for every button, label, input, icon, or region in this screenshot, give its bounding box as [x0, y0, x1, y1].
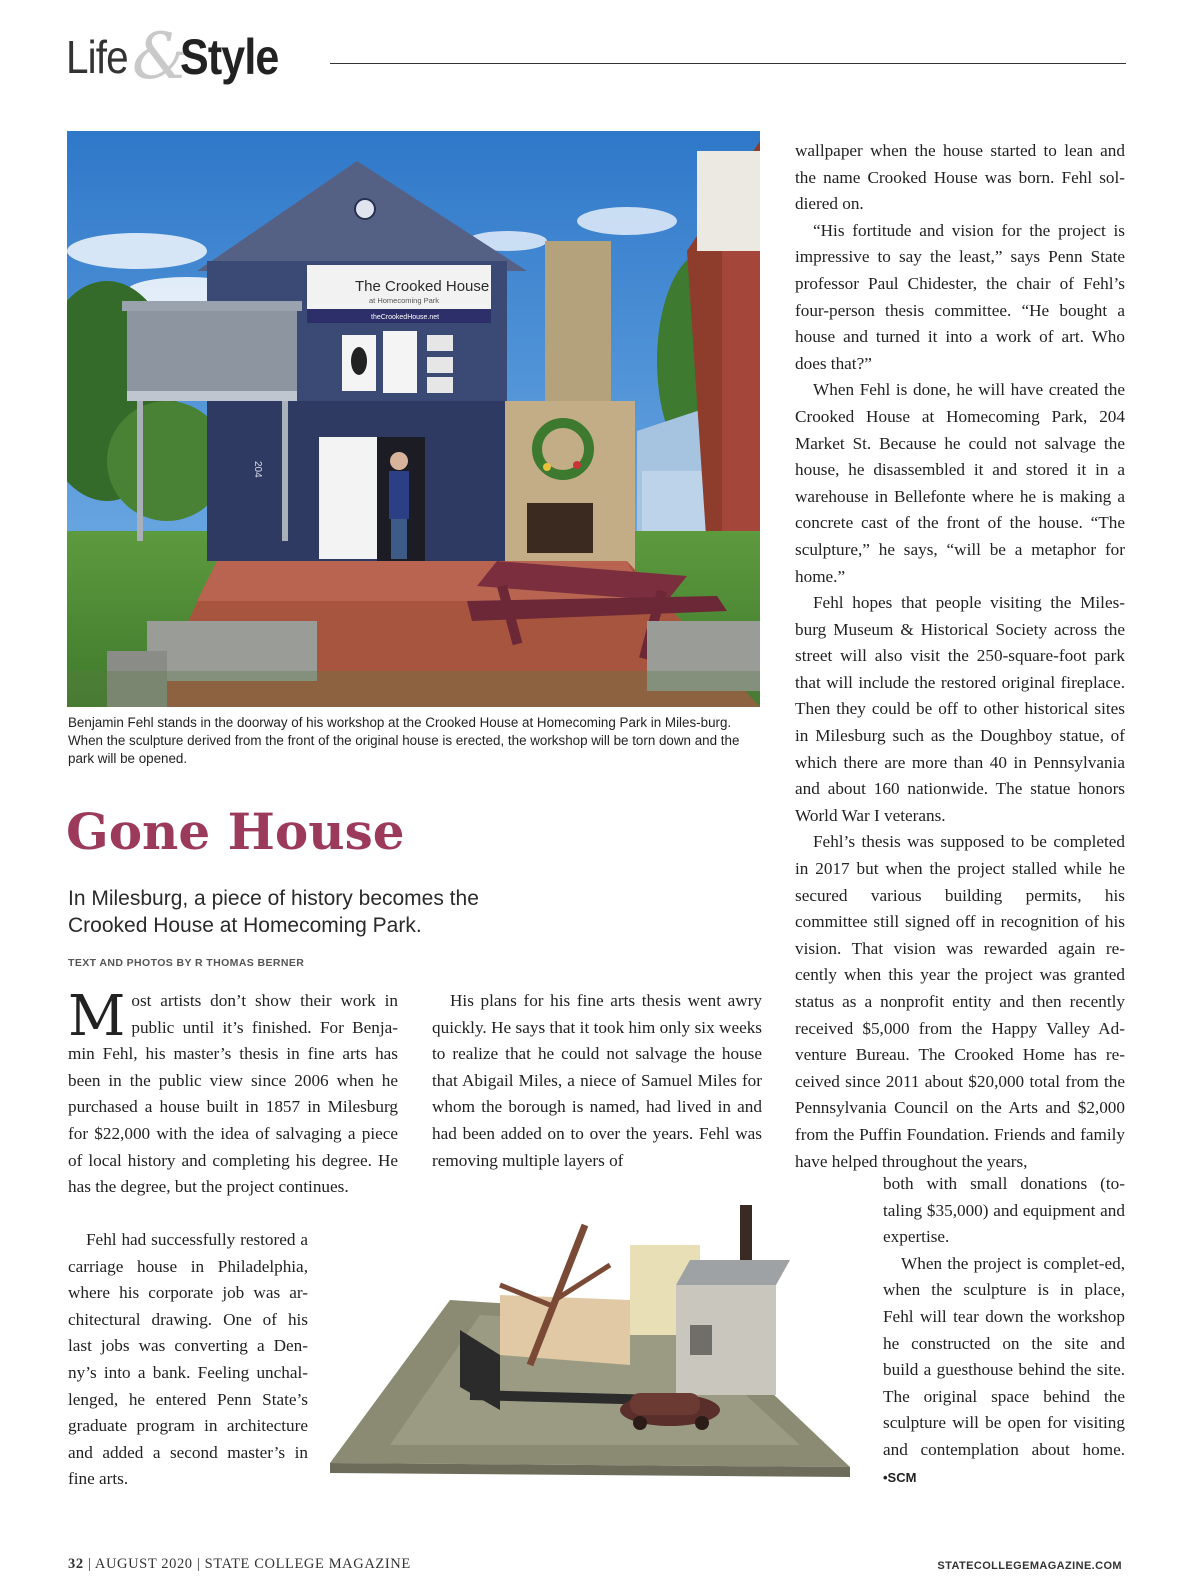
drop-cap: M	[68, 984, 126, 1049]
paragraph-text: ost artists don’t show their work in public until it’s finished. For Benja-min Fehl, his master’s thesis in fine arts has been in the public view since 2006 when he purchased a house built in 1857 in Milesburg for $22,000 with the idea of salvaging a piece of local history and completing his degree. He has the degree, but the project continues.	[68, 991, 398, 1197]
article-headline: Gone House	[66, 802, 405, 861]
magazine-name: STATE COLLEGE MAGAZINE	[204, 1556, 411, 1572]
page-number: 32	[68, 1556, 84, 1572]
logo-life: Life	[66, 31, 128, 83]
body-column-3	[795, 138, 1125, 1175]
photo-caption: Benjamin Fehl stands in the doorway of his workshop at the Crooked House at Homecoming Park in Miles-burg. When the sculpture derived from the front of the original house is erected, the workshop will be torn down and the park will be opened.	[68, 715, 740, 766]
paragraph: When Fehl is done, he will have created the Crooked House at Homecoming Park, 204 Market St. Because he could not salvage the house, he disassembled it and stored it in a warehouse in Bellefonte where he is making a concrete cast of the front of the house. “The sculpture,” he says, “will be a metaphor for home.”	[795, 380, 1125, 586]
paragraph: “His fortitude and vision for the project is impressive to say the least,” says Penn State professor Paul Chidester, the chair of Fehl’s four-person thesis committee. “He bought a house and turned it into a work of art. Who does that?”	[795, 220, 1125, 373]
article-byline: TEXT AND PHOTOS BY R THOMAS BERNER	[68, 957, 305, 969]
paragraph-text: When the project is complet-ed, when the sculpture is in place, Fehl will tear down the workshop he constructed on the site and build a guesthouse behind the site. The original space behind the sculpture will be open for visiting and contemplation about home.	[883, 1253, 1125, 1459]
paragraph: wallpaper when the house started to lean and the name Crooked House was born. Fehl sol-diered on.	[795, 141, 1125, 214]
end-mark: •SCM	[883, 1469, 917, 1485]
body-column-1	[68, 984, 398, 1201]
sign-subtitle: at Homecoming Park	[369, 296, 440, 305]
folio-separator: |	[196, 1556, 201, 1572]
sculpture-model-photo	[330, 1205, 860, 1505]
paragraph: Fehl had successfully restored a carriage house in Philadelphia, where his corporate job was ar-chitectural drawing. One of his last jobs was converting a Den-ny’s into a bank. Feeling unchal-lenged, he entered Penn State’s graduate program in architecture and added a second master’s in fine arts.	[68, 1230, 308, 1489]
sign-title: The Crooked House	[355, 278, 490, 295]
paragraph: Fehl’s thesis was supposed to be completed in 2017 but when the project stalled while he secured various building permits, his committee still signed off in recognition of his vision. That vision was rewarded again re-cently when this year the project was granted status as a nonprofit entity and then recently received $5,000 from the Happy Valley Ad-venture Bureau. The Crooked Home has re-ceived since 2011 about $20,000 total from the Pennsylvania Council on the Arts and $2,000 from the Puffin Foundation. Friends and family have helped throughout the years,	[795, 832, 1125, 1171]
sign-url: theCrookedHouse.net	[371, 314, 440, 321]
issue-date: AUGUST 2020	[94, 1556, 193, 1572]
section-logo	[66, 14, 306, 94]
folio-separator: |	[87, 1556, 92, 1572]
paragraph: Fehl hopes that people visiting the Miles-burg Museum & Historical Society across the street will also visit the 250-square-foot park that will include the restored original fireplace. Then they could be off to other historical sites in Milesburg such as the Doughboy statue, of which there are more than 40 in Pennsylvania and about 160 nationwide. The statue honors World War I veterans.	[795, 593, 1125, 825]
crooked-house-photo	[67, 131, 760, 707]
website-link[interactable]: STATECOLLEGEMAGAZINE.COM	[937, 1560, 1122, 1572]
logo-style: Style	[180, 29, 279, 85]
article-dek: In Milesburg, a piece of history becomes the Crooked House at Homecoming Park.	[68, 887, 479, 937]
paragraph: His plans for his fine arts thesis went awry quickly. He says that it took him only six weeks to realize that he could not salvage the house that Abigail Miles, a niece of Samuel Miles for whom the borough is named, had lived in and had been added on to over the years. Fehl was removing multiple layers of	[432, 991, 762, 1170]
house-number: 204	[252, 461, 263, 478]
logo-ampersand: &	[132, 20, 189, 94]
paragraph: both with small donations (to-taling $35,000) and equipment and expertise.	[883, 1174, 1125, 1247]
header-rule	[330, 63, 1126, 64]
page-folio	[68, 1556, 411, 1573]
body-column-3-continued	[883, 1171, 1125, 1491]
body-column-2	[432, 988, 762, 1174]
paragraph	[68, 984, 398, 1201]
paragraph	[883, 1251, 1125, 1491]
body-column-1-continued	[68, 1227, 308, 1493]
